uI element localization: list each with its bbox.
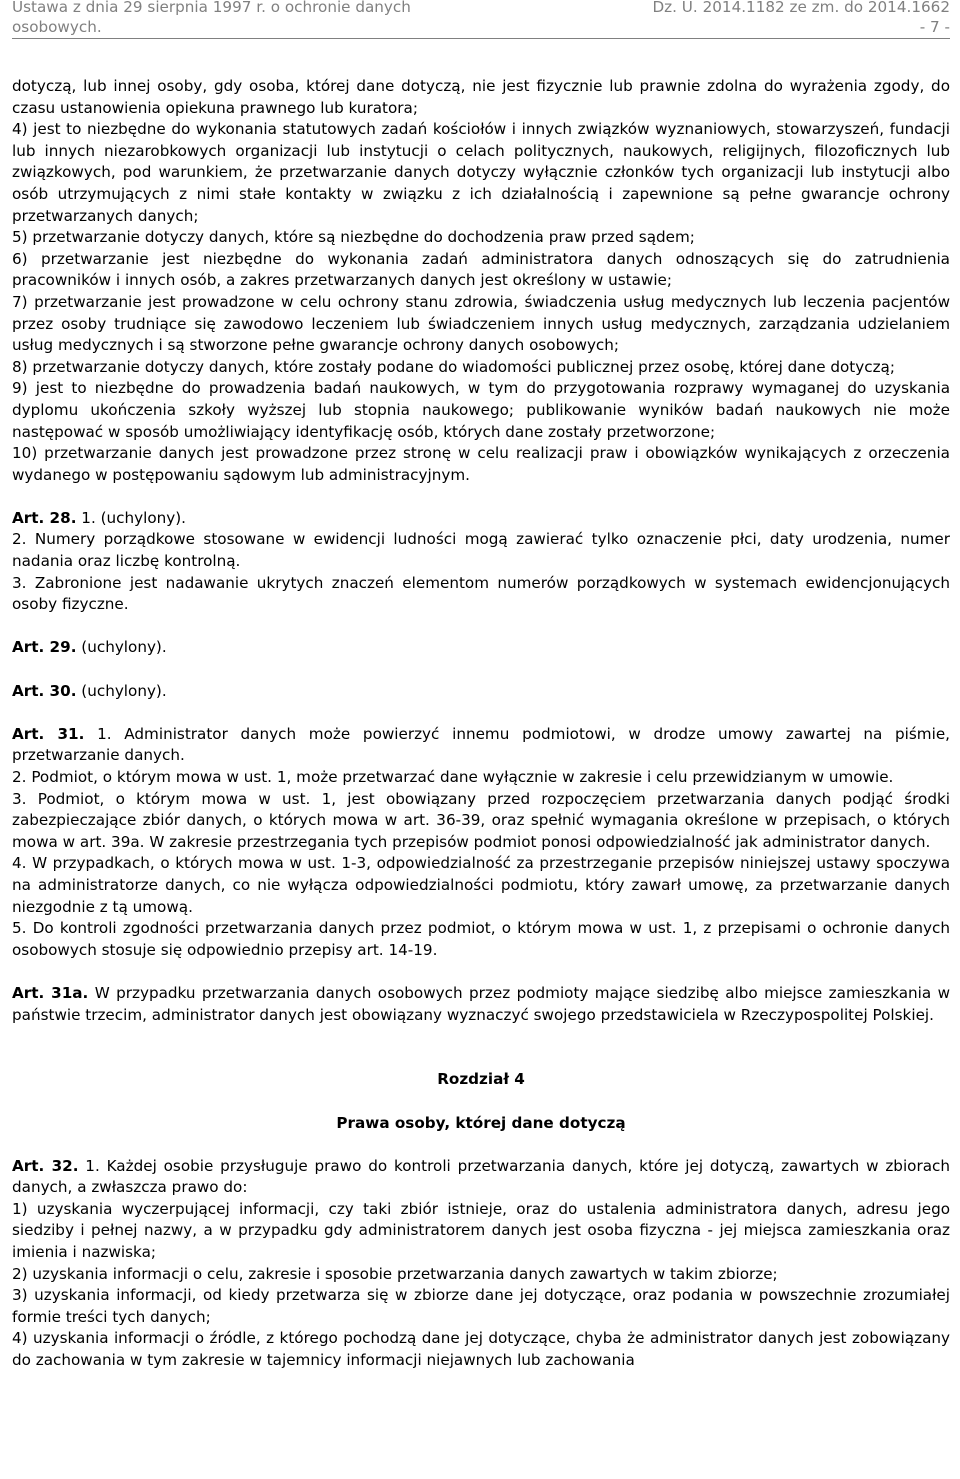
article-31a: Art. 31a. W przypadku przetwarzania danych osobowych przez podmioty mające siedzibę albo miejsce zamieszkania w państwie trzecim, administrator danych jest obowiązany wyznaczyć swojego przedstawiciela w Rzeczypospolitej Polskiej.	[12, 983, 950, 1024]
paragraph: 5. Do kontroli zgodności przetwarzania danych przez podmiot, o którym mowa w ust. 1, z przepisami o ochronie danych osobowych stosuje się odpowiednio przepisy art. 14-19.	[12, 919, 950, 959]
article-label: Art. 28.	[12, 508, 77, 527]
article-label: Art. 29.	[12, 638, 77, 657]
page-number: - 7 -	[919, 18, 950, 36]
paragraph: 4) jest to niezbędne do wykonania statutowych zadań kościołów i innych związków wyznaniowych, stowarzyszeń, fundacji lub innych niezarobkowych organizacji lub instytucji o celach politycznych, naukowych, religijnych, filozoficznych lub związkowych, pod warunkiem, że przetwarzanie danych dotyczy wyłącznie członków tych organizacji lub instytucji albo osób utrzymujących z nimi stałe kontakty w związku z ich działalnością i zapewnione są pełne gwarancje ochrony przetwarzanych danych;	[12, 120, 950, 225]
paragraph: dotyczą, lub innej osoby, gdy osoba, której dane dotyczą, nie jest fizycznie lub prawnie zdolna do wyrażenia zgody, do czasu ustanowienia opiekuna prawnego lub kuratora;	[12, 77, 950, 117]
article-29: Art. 29. (uchylony).	[12, 638, 167, 657]
paragraph: 8) przetwarzanie dotyczy danych, które zostały podane do wiadomości publicznej przez osobę, której dane dotyczą;	[12, 357, 895, 376]
paragraph: 2. Podmiot, o którym mowa w ust. 1, może przetwarzać dane wyłącznie w zakresie i celu przewidzianym w umowie.	[12, 768, 894, 786]
paragraph: 6) przetwarzanie jest niezbędne do wykonania zadań administratora danych odnoszących się do zatrudnienia pracowników i innych osób, a zakres przetwarzanych danych jest określony w ustawie;	[12, 249, 950, 290]
article-32: Art. 32. 1. Każdej osobie przysługuje prawo do kontroli przetwarzania danych, które jej dotyczą, zawartych w zbiorach danych, a zwłaszcza prawo do:	[12, 1156, 950, 1197]
list-item: 2) uzyskania informacji o celu, zakresie i sposobie przetwarzania danych zawartych w takim zbiorze;	[12, 1264, 778, 1283]
paragraph: 5) przetwarzanie dotyczy danych, które są niezbędne do dochodzenia praw przed sądem;	[12, 228, 695, 247]
chapter-number: Rozdział 4	[437, 1070, 525, 1089]
paragraph: 9) jest to niezbędne do prowadzenia badań naukowych, w tym do przygotowania rozprawy wymaganej do uzyskania dyplomu ukończenia szkoły wyższej lub stopnia naukowego; publikowanie wyników badań naukowych nie może następować w sposób umożliwiający identyfikację osób, których dane zostały przetworzone;	[12, 379, 950, 441]
list-item: 4) uzyskania informacji o źródle, z którego pochodzą dane jej dotyczące, chyba że administrator danych jest zobowiązany do zachowania w tym zakresie w tajemnicy informacji niejawnych lub zachowania	[12, 1329, 950, 1370]
document-page	[12, 0, 950, 1370]
paragraph: 2. Numery porządkowe stosowane w ewidencji ludności mogą zawierać tylko oznaczenie płci, daty urodzenia, numer nadania oraz liczbę kontrolną.	[12, 530, 950, 571]
list-item: 1) uzyskania wyczerpującej informacji, czy taki zbiór istnieje, oraz do ustalenia administratora danych, adresu jego siedziby i pełnej nazwy, a w przypadku gdy administratorem danych jest osoba fizyczna - jej miejsca zamieszkania oraz imienia i nazwiska;	[12, 1199, 950, 1262]
article-30: Art. 30. (uchylony).	[12, 681, 167, 700]
article-label: Art. 31a.	[12, 983, 89, 1002]
article-label: Art. 31.	[12, 724, 85, 743]
paragraph: 3. Podmiot, o którym mowa w ust. 1, jest obowiązany przed rozpoczęciem przetwarzania danych podjąć środki zabezpieczające zbiór danych, o których mowa w art. 36-39, oraz spełnić wymagania określone w przepisach, o których mowa w art. 39a. W zakresie przestrzegania tych przepisów podmiot ponosi odpowiedzialność jak administrator danych.	[12, 789, 950, 851]
header-act-title-cont: osobowych.	[12, 18, 102, 36]
paragraph: 3. Zabronione jest nadawanie ukrytych znaczeń elementom numerów porządkowych w systemach ewidencjonujących osoby fizyczne.	[12, 573, 950, 614]
article-31: Art. 31. 1. Administrator danych może powierzyć innemu podmiotowi, w drodze umowy zawartej na piśmie, przetwarzanie danych.	[12, 724, 950, 765]
page-header	[12, 0, 950, 40]
document-body	[12, 76, 950, 1372]
list-item: 3) uzyskania informacji, od kiedy przetwarza się w zbiorze dane jej dotyczące, oraz podania w powszechnie zrozumiałej formie treści tych danych;	[12, 1286, 950, 1326]
paragraph: 7) przetwarzanie jest prowadzone w celu ochrony stanu zdrowia, świadczenia usług medycznych lub leczenia pacjentów przez osoby trudniące się zawodowo leczeniem lub świadczeniem innych usług medycznych, zarządzania udzielaniem usług medycznych i są stworzone pełne gwarancje ochrony danych osobowych;	[12, 292, 950, 355]
paragraph: 10) przetwarzanie danych jest prowadzone przez stronę w celu realizacji praw i obowiązków wynikających z orzeczenia wydanego w postępowaniu sądowym lub administracyjnym.	[12, 444, 950, 484]
paragraph: 4. W przypadkach, o których mowa w ust. 1-3, odpowiedzialność za przestrzeganie przepisów niniejszej ustawy spoczywa na administratorze danych, co nie wyłącza odpowiedzialności podmiotu, który zawarł umowę, za przetwarzanie danych niezgodnie z tą umową.	[12, 854, 950, 916]
header-act-title: Ustawa z dnia 29 sierpnia 1997 r. o ochronie danych	[12, 0, 411, 16]
article-label: Art. 32.	[12, 1156, 79, 1175]
header-journal-ref: Dz. U. 2014.1182 ze zm. do 2014.1662	[652, 0, 950, 16]
chapter-title: Prawa osoby, której dane dotyczą	[336, 1113, 626, 1132]
header-divider	[12, 38, 950, 39]
article-label: Art. 30.	[12, 681, 77, 700]
article-28: Art. 28. 1. (uchylony).	[12, 508, 187, 527]
